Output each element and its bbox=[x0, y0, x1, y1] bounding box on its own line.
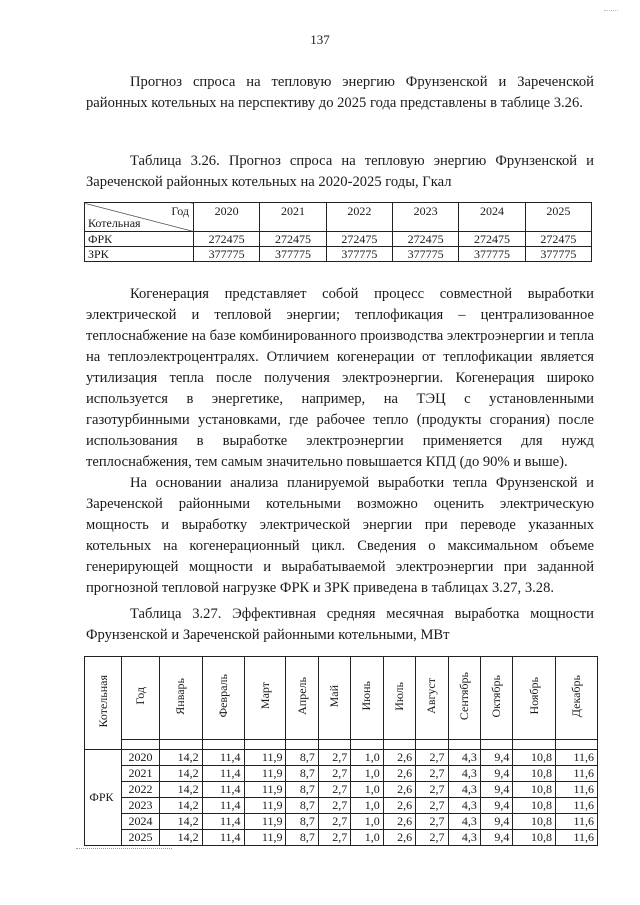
table-cell: 9,4 bbox=[480, 798, 512, 814]
table-cell: 2,7 bbox=[416, 830, 448, 846]
table-cell: 14,2 bbox=[160, 798, 203, 814]
table-cell: 11,6 bbox=[555, 782, 597, 798]
table-cell: 2,6 bbox=[383, 782, 415, 798]
column-header: Год bbox=[122, 657, 160, 740]
analysis-paragraph: На основании анализа планируемой выработки тепла Фрунзенской и Зареченской районными котельными возможно оценить электрическую мощность и выработку электрической энергии при переводе указанных котельных на когенерационный цикл. Сведения о максимальном объеме генерирующей мощности и вырабатываемой электроэнергии при заданной прогнозной тепловой нагрузке ФРК и ЗРК приведена в таблицах 3.27, 3.28. bbox=[86, 475, 594, 596]
table-cell: 14,2 bbox=[160, 782, 203, 798]
table-cell: 11,9 bbox=[244, 830, 286, 846]
table-cell: 8,7 bbox=[286, 750, 318, 766]
table-cell: 14,2 bbox=[160, 750, 203, 766]
table-cell: 10,8 bbox=[513, 814, 556, 830]
year-cell: 2021 bbox=[122, 766, 160, 782]
table-cell: 2,7 bbox=[318, 830, 350, 846]
table-cell: 11,9 bbox=[244, 814, 286, 830]
table-cell: 10,8 bbox=[513, 798, 556, 814]
year-cell: 2025 bbox=[122, 830, 160, 846]
intro-paragraph: Прогноз спроса на тепловую энергию Фрунзенской и Зареченской районных котельных на перспективу до 2025 года представлены в таблице 3.26. bbox=[86, 74, 594, 111]
table-cell: 8,7 bbox=[286, 798, 318, 814]
row-label: ЗРК bbox=[85, 247, 194, 262]
table-cell: 11,6 bbox=[555, 766, 597, 782]
table-cell: 2,7 bbox=[416, 814, 448, 830]
table-cell: 4,3 bbox=[448, 766, 480, 782]
table-cell: 14,2 bbox=[160, 766, 203, 782]
table-row bbox=[85, 798, 598, 814]
table-cell: 2,7 bbox=[416, 782, 448, 798]
table-cell: 1,0 bbox=[351, 798, 383, 814]
table-cell: 2,7 bbox=[318, 766, 350, 782]
spacer-row bbox=[85, 740, 598, 750]
table-cell: 2,7 bbox=[318, 814, 350, 830]
column-header: Август bbox=[416, 657, 448, 740]
table-cell: 11,6 bbox=[555, 750, 597, 766]
column-header: Ноябрь bbox=[513, 657, 556, 740]
table-cell: 1,0 bbox=[351, 814, 383, 830]
table-cell: 272475 bbox=[525, 232, 591, 247]
table-cell: 2,6 bbox=[383, 766, 415, 782]
table-cell: 9,4 bbox=[480, 782, 512, 798]
table-cell: 11,9 bbox=[244, 750, 286, 766]
table-326-caption: Таблица 3.26. Прогноз спроса на тепловую энергию Фрунзенской и Зареченской районных котельных на 2020-2025 годы, Гкал bbox=[86, 153, 594, 190]
scan-mark bbox=[604, 10, 618, 11]
table-cell: 9,4 bbox=[480, 814, 512, 830]
table-cell: 11,4 bbox=[202, 766, 244, 782]
table-cell: 377775 bbox=[326, 247, 392, 262]
column-header: Март bbox=[244, 657, 286, 740]
table-cell: 11,4 bbox=[202, 798, 244, 814]
table-row bbox=[85, 814, 598, 830]
table-cell: 1,0 bbox=[351, 782, 383, 798]
table-cell: 11,4 bbox=[202, 830, 244, 846]
table-cell: 8,7 bbox=[286, 814, 318, 830]
table-row bbox=[85, 782, 598, 798]
column-header: Декабрь bbox=[555, 657, 597, 740]
table-cell: 9,4 bbox=[480, 766, 512, 782]
table-cell: 2,7 bbox=[416, 750, 448, 766]
table-row bbox=[85, 766, 598, 782]
table-cell: 2,7 bbox=[416, 766, 448, 782]
column-header: Июль bbox=[383, 657, 415, 740]
table-cell: 11,4 bbox=[202, 750, 244, 766]
table-cell: 1,0 bbox=[351, 750, 383, 766]
column-header: Котельная bbox=[85, 657, 122, 750]
year-cell: 2020 bbox=[122, 750, 160, 766]
table-cell: 4,3 bbox=[448, 750, 480, 766]
boiler-cell: ФРК bbox=[85, 750, 122, 846]
corner-year-label: Год bbox=[171, 204, 189, 218]
table-cell: 11,6 bbox=[555, 830, 597, 846]
table-cell: 4,3 bbox=[448, 798, 480, 814]
table-326 bbox=[84, 202, 592, 262]
table-cell: 272475 bbox=[459, 232, 525, 247]
table-cell: 8,7 bbox=[286, 782, 318, 798]
scan-mark bbox=[76, 848, 172, 849]
table-cell: 10,8 bbox=[513, 766, 556, 782]
table-cell: 2,6 bbox=[383, 798, 415, 814]
table-327 bbox=[84, 656, 598, 846]
table-cell: 272475 bbox=[260, 232, 326, 247]
table-cell: 1,0 bbox=[351, 830, 383, 846]
table-row bbox=[85, 247, 592, 262]
table-cell: 2,7 bbox=[318, 750, 350, 766]
table-cell: 14,2 bbox=[160, 830, 203, 846]
year-cell: 2024 bbox=[122, 814, 160, 830]
year-cell: 2022 bbox=[122, 782, 160, 798]
table-cell: 2,6 bbox=[383, 750, 415, 766]
table-cell: 11,9 bbox=[244, 766, 286, 782]
table-cell: 10,8 bbox=[513, 782, 556, 798]
table-cell: 4,3 bbox=[448, 830, 480, 846]
table-row bbox=[85, 830, 598, 846]
table-cell: 8,7 bbox=[286, 830, 318, 846]
table-cell: 11,6 bbox=[555, 798, 597, 814]
table-cell: 4,3 bbox=[448, 814, 480, 830]
table-cell: 4,3 bbox=[448, 782, 480, 798]
year-header: 2020 bbox=[194, 203, 260, 232]
year-header: 2025 bbox=[525, 203, 591, 232]
year-header: 2021 bbox=[260, 203, 326, 232]
column-header: Апрель bbox=[286, 657, 318, 740]
cogeneration-paragraph: Когенерация представляет собой процесс совместной выработки электрической и тепловой энергии; теплофикация – централизованное теплоснабжение на базе комбинированного производства электроэнергии и тепла на теплоэлектроцентралях. Отличием когенерации от теплофикации является утилизация тепла после получения электроэнергии. Когенерация широко используется в энергетике, например, на ТЭЦ с установленными газотурбинными установками, где рабочее тепло (продукты сгорания) после использования в выработке электроэнергии применяется для нужд теплоснабжения, тем самым значительно повышается КПД (до 90% и выше). bbox=[86, 286, 594, 470]
table-row bbox=[85, 750, 598, 766]
table-cell: 272475 bbox=[194, 232, 260, 247]
year-header: 2024 bbox=[459, 203, 525, 232]
table-cell: 10,8 bbox=[513, 750, 556, 766]
table-cell: 1,0 bbox=[351, 766, 383, 782]
table-cell: 272475 bbox=[392, 232, 458, 247]
column-header: Октябрь bbox=[480, 657, 512, 740]
table-cell: 272475 bbox=[326, 232, 392, 247]
table-cell: 2,7 bbox=[416, 798, 448, 814]
table-327-caption: Таблица 3.27. Эффективная средняя месячная выработка мощности Фрунзенской и Зареченской районными котельными, МВт bbox=[86, 606, 594, 643]
table-cell: 2,7 bbox=[318, 798, 350, 814]
column-header: Февраль bbox=[202, 657, 244, 740]
page-number: 137 bbox=[310, 32, 330, 47]
table-cell: 11,9 bbox=[244, 782, 286, 798]
table-cell: 9,4 bbox=[480, 830, 512, 846]
table-cell: 11,4 bbox=[202, 814, 244, 830]
table-cell: 377775 bbox=[525, 247, 591, 262]
table-cell: 8,7 bbox=[286, 766, 318, 782]
table-cell: 11,9 bbox=[244, 798, 286, 814]
table-cell: 14,2 bbox=[160, 814, 203, 830]
year-header: 2023 bbox=[392, 203, 458, 232]
corner-boiler-label: Котельная bbox=[88, 216, 141, 230]
table-cell: 377775 bbox=[194, 247, 260, 262]
table-cell: 377775 bbox=[459, 247, 525, 262]
table-header-row bbox=[85, 657, 598, 740]
column-header: Июнь bbox=[351, 657, 383, 740]
row-label: ФРК bbox=[85, 232, 194, 247]
column-header: Сентябрь bbox=[448, 657, 480, 740]
year-cell: 2023 bbox=[122, 798, 160, 814]
table-cell: 10,8 bbox=[513, 830, 556, 846]
table-cell: 9,4 bbox=[480, 750, 512, 766]
table-cell: 377775 bbox=[260, 247, 326, 262]
table-cell: 11,4 bbox=[202, 782, 244, 798]
table-cell: 377775 bbox=[392, 247, 458, 262]
table-cell: 2,6 bbox=[383, 814, 415, 830]
column-header: Май bbox=[318, 657, 350, 740]
table-row bbox=[85, 232, 592, 247]
table-cell: 11,6 bbox=[555, 814, 597, 830]
year-header: 2022 bbox=[326, 203, 392, 232]
column-header: Январь bbox=[160, 657, 203, 740]
table-cell: 2,7 bbox=[318, 782, 350, 798]
corner-header-cell bbox=[85, 203, 194, 232]
table-cell: 2,6 bbox=[383, 830, 415, 846]
